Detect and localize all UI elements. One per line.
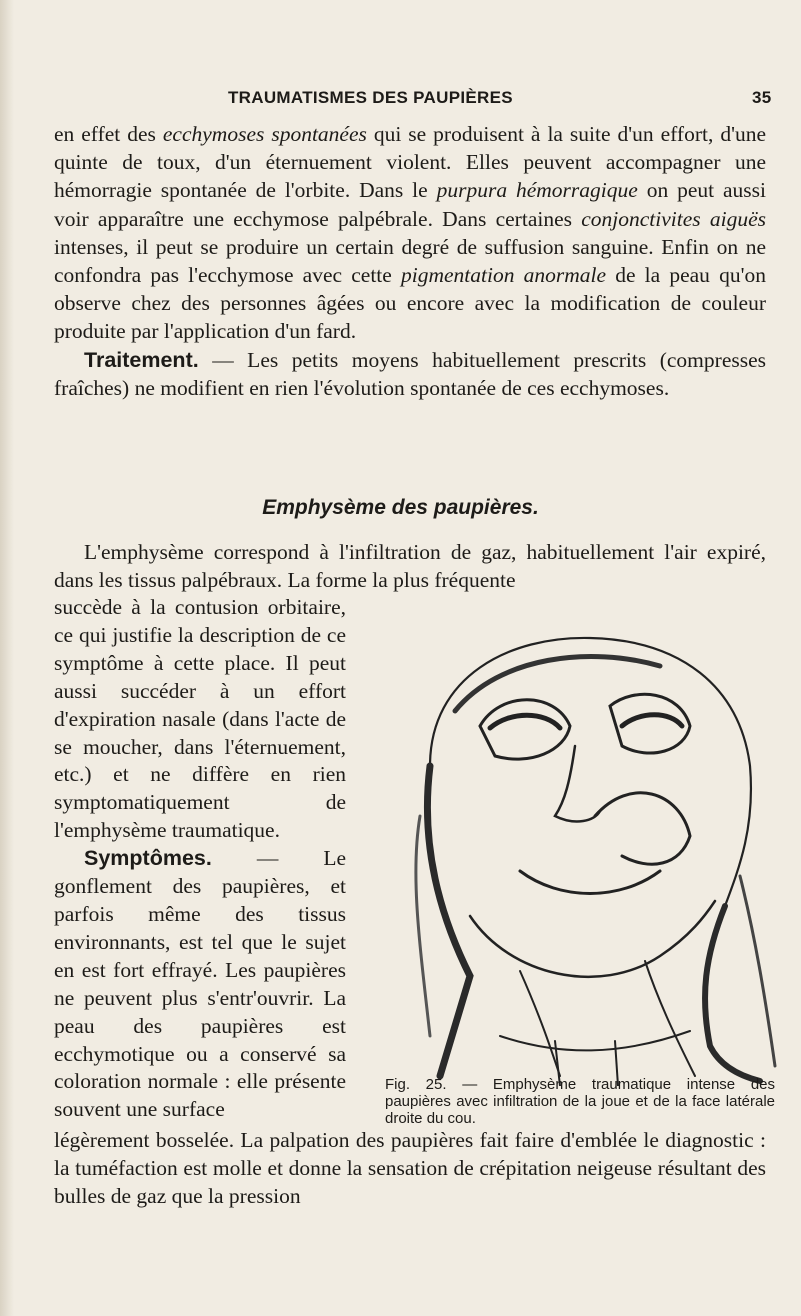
left-shading [427,766,470,1076]
paragraph-traitement [54,346,766,402]
text-run: — Le gonflement des paupières, et parfois même des tissus environnants, est tel que le sujet en est fort effrayé. Les paupières ne peuvent plus s'entr'ouvrir. La peau des paupières est ecchymotique ou a conservé sa coloration normale : elle présente souvent une surface [54,846,346,1122]
paragraph-symptomes [54,845,346,1124]
italic-term: ecchymoses spontanées [162,122,367,146]
head-outline [430,638,751,906]
mouth [520,871,660,894]
italic-term: conjonctivites aiguës [581,206,767,231]
paragraph-ecchymoses [54,120,766,346]
italic-term: pigmentation anormale [400,263,607,288]
figure-illustration [360,616,792,1086]
nose [555,746,600,821]
running-head [0,88,801,114]
text-run: intenses, il peut se produire un certain degré de suffusion sanguine. Enfin on ne confondra pas l'ecchymose avec cette [54,234,766,288]
opening-text [54,120,766,402]
paragraph-intro: L'emphysème correspond à l'infiltration de gaz, habituellement l'air expiré, dans les tissus palpébraux. La forme la plus fréquente [54,540,766,593]
caption-text: — Emphysème traumatique intense des paupières avec infiltration de la joue et de la face latérale droite du cou. [385,1076,775,1127]
jaw [470,901,715,977]
section-title: Emphysème des paupières. [262,496,539,519]
text-run: en effet des [54,122,163,146]
text-run: on peut aussi voir apparaître une ecchymose palpébrale. Dans certaines [54,178,766,231]
text-column [54,594,346,1124]
collar [500,1031,690,1050]
text-run: — Les petits moyens habituellement prescrits (compresses fraîches) ne modifient en rien l'évolution spontanée de ces ecchymoses. [54,347,766,400]
left-eye-swelling [480,700,570,759]
run-in-heading: Symptômes. [84,846,212,871]
cheek-swelling [595,793,690,864]
italic-term: purpura hémorragique [436,178,638,203]
page-edge-shadow [0,0,14,1316]
page-number: 35 [752,88,772,107]
run-in-heading: Traitement. [84,347,199,372]
running-title: TRAUMATISMES DES PAUPIÈRES [228,88,513,107]
figure-caption [385,1076,775,1127]
text-run: qui se produisent à la suite d'un effort, d'une quinte de toux, d'un éternuement violent. Elles peuvent accompagner une hémorragie spontanée de l'orbite. Dans le [54,122,766,203]
neck [520,971,560,1076]
figure-number: Fig. 25. [385,1076,447,1093]
paragraph-column-1: succède à la contusion orbitaire, ce qui justifie la description de ce symptôme à cette place. Il peut aussi succéder à un effort d'expiration nasale (dans l'acte de se moucher, dans l'éternuement, etc.) et ne diffère en rien symptomatiquement de l'emphysème traumatique. [54,595,346,843]
paragraph-bottom: légèrement bosselée. La palpation des paupières fait faire d'emblée le diagnostic : la tuméfaction est molle et donne la sensation de crépitation neigeuse résultant des bulles de gaz que la pression [54,1128,766,1209]
text-run: de la peau qu'on observe chez des personnes âgées ou encore avec la modification de couleur produite par l'application d'un fard. [54,263,766,344]
